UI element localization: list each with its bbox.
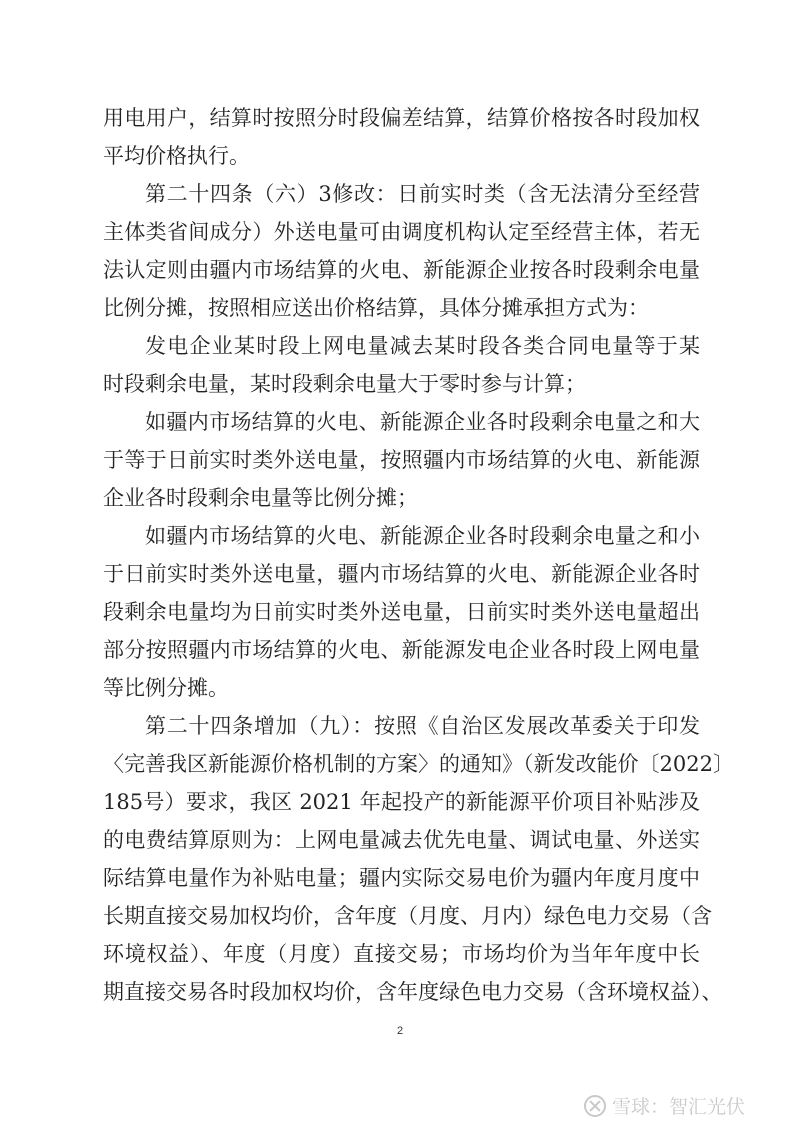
watermark: [584, 1092, 745, 1119]
text-line: 的电费结算原则为：上网电量减去优先电量、调试电量、外送实: [103, 828, 700, 852]
text-line: 发电企业某时段上网电量减去某时段各类合同电量等于某: [145, 334, 700, 358]
text-line: 比例分摊，按照相应送出价格结算，具体分摊承担方式为：: [103, 296, 649, 320]
text-line: 法认定则由疆内市场结算的火电、新能源企业按各时段剩余电量: [103, 258, 700, 282]
text-line: 际结算电量作为补贴电量；疆内实际交易电价为疆内年度月度中: [103, 866, 700, 890]
text-line: 主体类省间成分）外送电量可由调度机构认定至经营主体，若无: [103, 220, 700, 244]
text-line: 段剩余电量均为日前实时类外送电量，日前实时类外送电量超出: [103, 600, 700, 624]
text-line: 平均价格执行。: [103, 144, 250, 168]
text-line: 用电用户，结算时按照分时段偏差结算，结算价格按各时段加权: [103, 106, 700, 130]
text-line: 第二十四条增加（九）：按照《自治区发展改革委关于印发: [145, 714, 700, 738]
snowball-logo-icon: [584, 1095, 606, 1117]
text-line: 时段剩余电量，某时段剩余电量大于零时参与计算；: [103, 372, 586, 396]
text-line: 等比例分摊。: [103, 676, 229, 700]
text-line: 环境权益）、年度（月度）直接交易；市场均价为当年年度中长: [103, 942, 700, 966]
text-line: 于日前实时类外送电量，疆内市场结算的火电、新能源企业各时: [103, 562, 700, 586]
text-line: 〈完善我区新能源价格机制的方案〉的通知》（新发改能价〔2022〕: [103, 752, 734, 776]
text-line: 部分按照疆内市场结算的火电、新能源发电企业各时段上网电量: [103, 638, 700, 662]
page-number: 2: [396, 1025, 404, 1037]
text-line: 185号）要求，我区 2021 年起投产的新能源平价项目补贴涉及: [103, 790, 700, 814]
text-line: 于等于日前实时类外送电量，按照疆内市场结算的火电、新能源: [103, 448, 700, 472]
text-line: 第二十四条（六）3修改：日前实时类（含无法清分至经营: [145, 182, 700, 206]
text-line: 长期直接交易加权均价，含年度（月度、月内）绿色电力交易（含: [103, 904, 712, 928]
text-line: 期直接交易各时段加权均价，含年度绿色电力交易（含环境权益）、: [103, 980, 723, 1004]
watermark-text: 雪球：智汇光伏: [612, 1096, 746, 1118]
text-line: 如疆内市场结算的火电、新能源企业各时段剩余电量之和大: [145, 410, 700, 434]
text-line: 如疆内市场结算的火电、新能源企业各时段剩余电量之和小: [145, 524, 700, 548]
document-page: [103, 99, 734, 1011]
text-line: 企业各时段剩余电量等比例分摊；: [103, 486, 418, 510]
